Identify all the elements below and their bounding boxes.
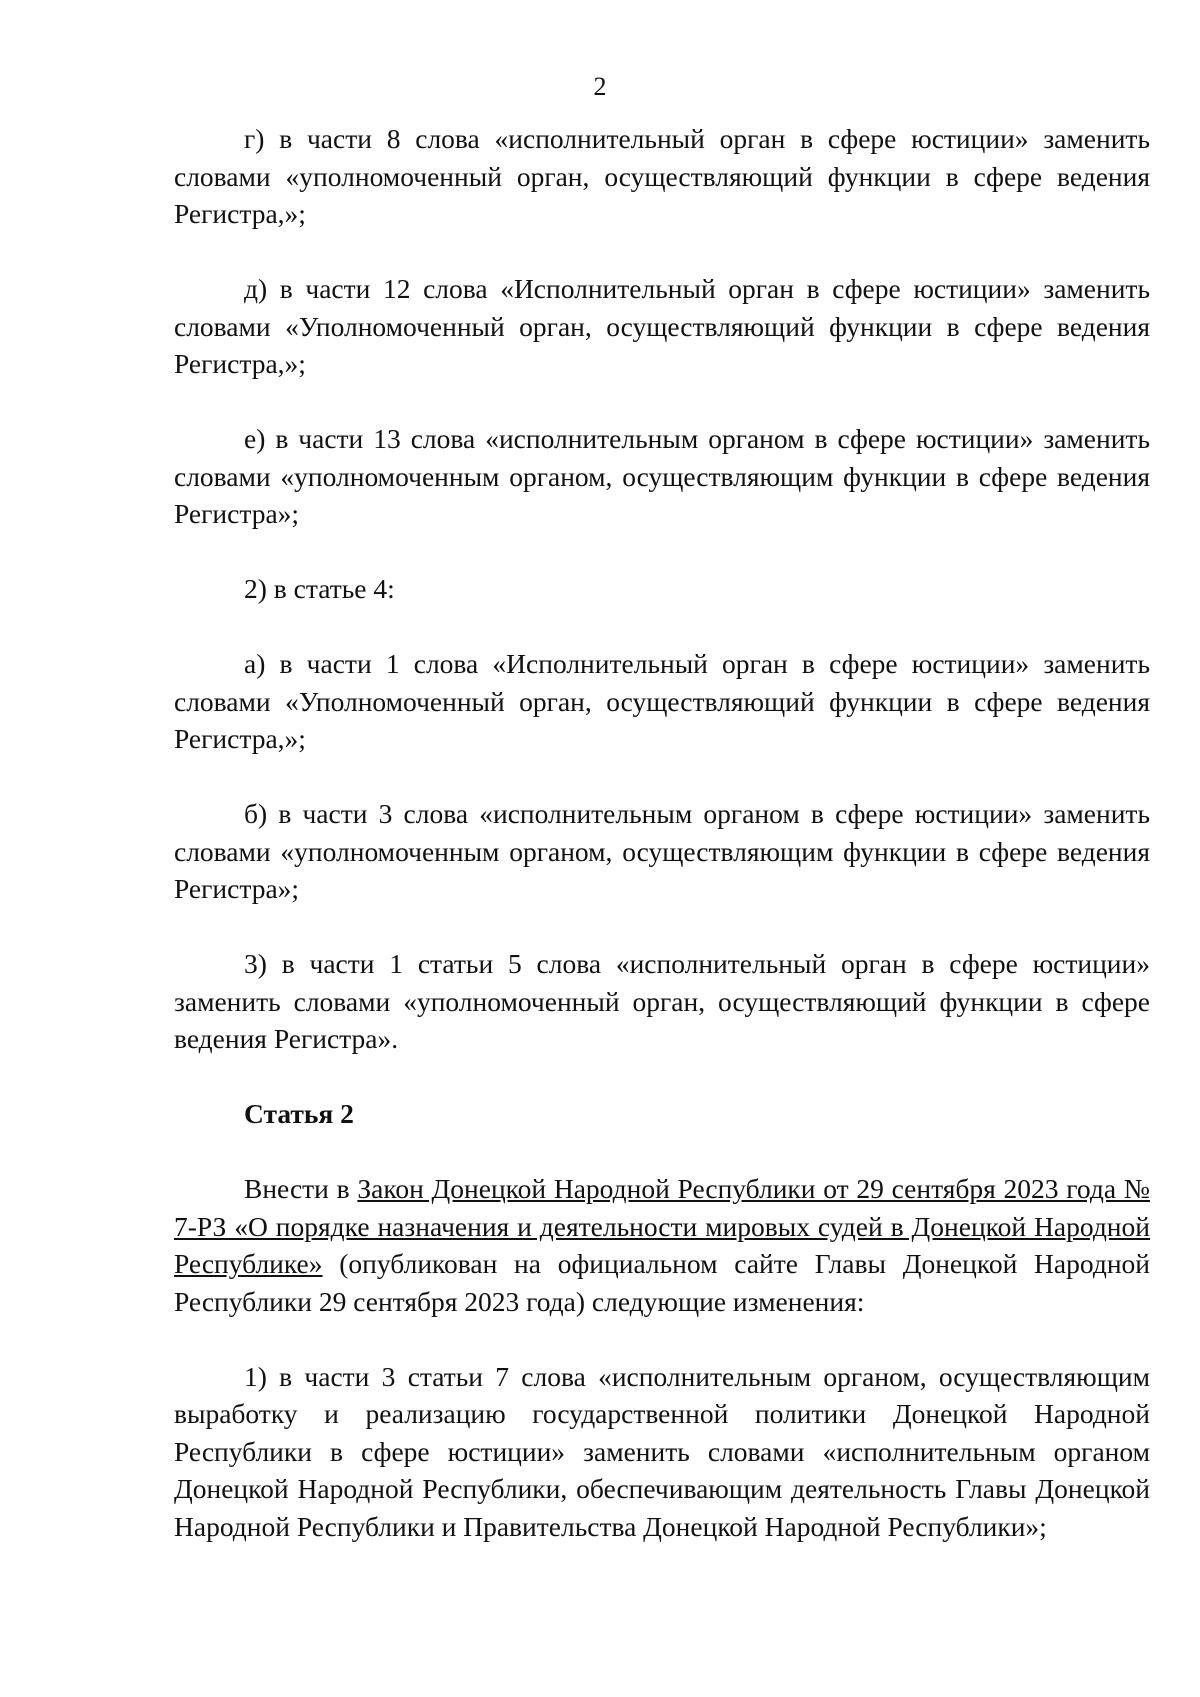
law-reference-link[interactable]: Закон Донецкой Народной Республики от 29 сентября 2023 года № 7-РЗ «О порядке назначения и деятельности мировых судей в Донецкой Народной Республике» <box>174 1173 1151 1279</box>
intro-suffix: (опубликован на официальном сайте Главы Донецкой Народной Республики 29 сентября 2023 года) следующие изменения: <box>174 1248 1150 1317</box>
amendment-paragraph: 1) в части 3 статьи 7 слова «исполнительным органом, осуществляющим выработку и реализацию государственной политики Донецкой Народной Республики в сфере юстиции» заменить словами «исполнительным органом Донецкой Народной Республики, обеспечивающим деятельность Главы Донецкой Народной Республики и Правительства Донецкой Народной Республики»; <box>174 1360 1150 1542</box>
amendment-paragraph: б) в части 3 слова «исполнительным органом в сфере юстиции» заменить словами «уполномоченным органом, осуществляющим функции в сфере ведения Регистра»; <box>174 798 1150 904</box>
amendment-paragraph: 3) в части 1 статьи 5 слова «исполнительный орган в сфере юстиции» заменить словами «уполномоченный орган, осуществляющий функции в сфере ведения Регистра». <box>174 948 1150 1054</box>
amendment-paragraph: г) в части 8 слова «исполнительный орган в сфере юстиции» заменить словами «уполномоченный орган, осуществляющий функции в сфере ведения Регистра,»; <box>174 123 1150 229</box>
page-number: 2 <box>593 72 607 101</box>
amendment-paragraph: е) в части 13 слова «исполнительным органом в сфере юстиции» заменить словами «уполномоченным органом, осуществляющим функции в сфере ведения Регистра»; <box>174 423 1150 529</box>
amendment-paragraph: 2) в статье 4: <box>244 573 395 604</box>
document-body <box>174 120 1150 1583</box>
intro-prefix: Внести в <box>244 1173 358 1204</box>
article-intro-paragraph <box>174 1170 1150 1320</box>
article-heading: Статья 2 <box>244 1098 354 1129</box>
amendment-paragraph: д) в части 12 слова «Исполнительный орган в сфере юстиции» заменить словами «Уполномоченный орган, осуществляющий функции в сфере ведения Регистра,»; <box>174 273 1150 379</box>
amendment-paragraph: а) в части 1 слова «Исполнительный орган в сфере юстиции» заменить словами «Уполномоченный орган, осуществляющий функции в сфере ведения Регистра,»; <box>174 648 1150 754</box>
